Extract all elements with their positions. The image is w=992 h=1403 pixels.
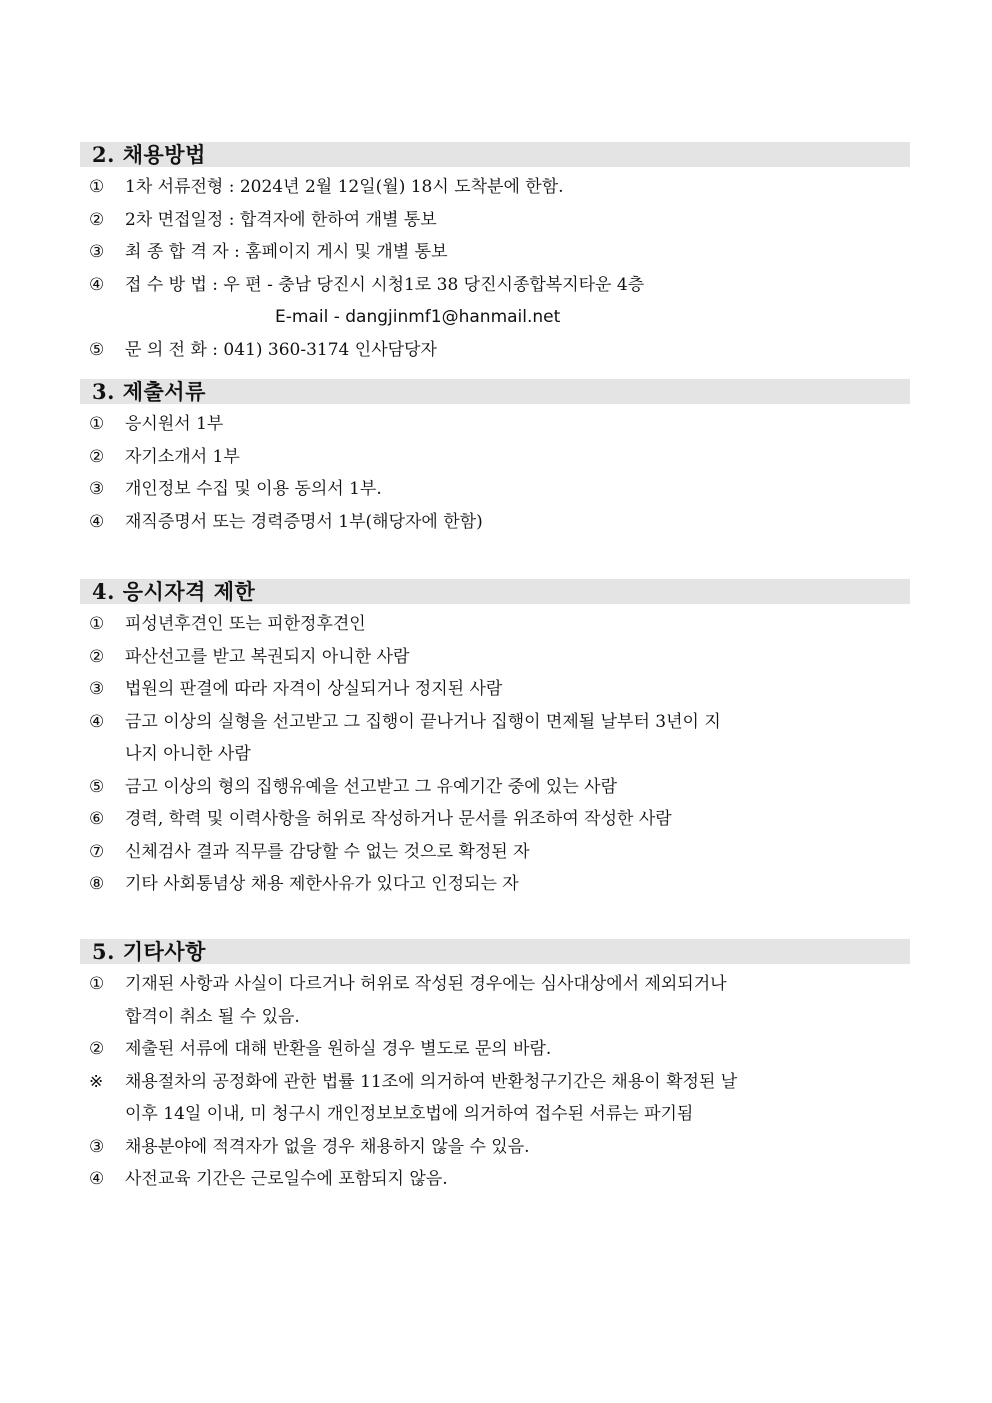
item-text: 이후 14일 이내, 미 청구시 개인정보보호법에 의거하여 접수된 서류는 파기됨 xyxy=(125,1104,694,1124)
section-submission-documents xyxy=(80,379,910,538)
item-text: 합격이 취소 될 수 있음. xyxy=(125,1006,300,1027)
item-number: ③ xyxy=(89,479,105,499)
item-text: 자기소개서 1부 xyxy=(125,446,240,467)
list-item xyxy=(80,673,910,706)
item-text: 금고 이상의 실형을 선고받고 그 집행이 끝나거나 집행이 면제될 날부터 3년이 지 xyxy=(125,711,721,732)
list-item xyxy=(80,236,910,269)
item-text: 파산선고를 받고 복권되지 아니한 사람 xyxy=(125,646,410,667)
item-text: 나지 아니한 사람 xyxy=(125,744,251,764)
item-number: ④ xyxy=(89,511,105,532)
item-text: 2차 면접일정 : 합격자에 한하여 개별 통보 xyxy=(125,209,437,230)
list-item-note xyxy=(80,1066,910,1099)
item-text: 제출된 서류에 대해 반환을 원하실 경우 별도로 문의 바람. xyxy=(125,1039,552,1059)
list-item xyxy=(80,868,910,901)
item-text: 최 종 합 격 자 : 홈페이지 게시 및 개별 통보 xyxy=(125,242,448,262)
item-number: ④ xyxy=(89,1169,105,1189)
list-item xyxy=(80,641,910,674)
item-text: 사전교육 기간은 근로일수에 포함되지 않음. xyxy=(125,1169,448,1189)
list-item xyxy=(80,408,910,441)
section-title: 5. 기타사항 xyxy=(80,939,910,964)
item-number: ③ xyxy=(89,679,105,699)
list-item xyxy=(80,706,910,739)
list-item-continuation xyxy=(80,738,910,771)
item-number: ⑤ xyxy=(89,776,105,797)
item-text: 신체검사 결과 직무를 감당할 수 없는 것으로 확정된 자 xyxy=(125,841,530,862)
item-number: ⑧ xyxy=(89,874,105,894)
list-item xyxy=(80,1033,910,1066)
item-number: ② xyxy=(89,446,105,467)
list-item xyxy=(80,1163,910,1196)
item-text: 기재된 사항과 사실이 다르거나 허위로 작성된 경우에는 심사대상에서 제외되거나 xyxy=(125,974,727,994)
list-item xyxy=(80,441,910,474)
item-number: ⑦ xyxy=(89,841,105,862)
list-item xyxy=(80,608,910,641)
item-text: 문 의 전 화 : 041) 360-3174 인사담당자 xyxy=(125,339,437,360)
list-item xyxy=(80,1131,910,1164)
list-item xyxy=(80,171,910,204)
item-number: ② xyxy=(89,646,105,667)
item-text: 개인정보 수집 및 이용 동의서 1부. xyxy=(125,479,382,499)
item-number: ② xyxy=(89,1039,105,1059)
section-eligibility-restrictions xyxy=(80,579,910,901)
item-text: 피성년후견인 또는 피한정후견인 xyxy=(125,614,366,634)
item-text: 법원의 판결에 따라 자격이 상실되거나 정지된 사람 xyxy=(125,679,503,699)
section-other-matters xyxy=(80,939,910,1196)
item-number: ④ xyxy=(89,711,105,732)
list-item xyxy=(80,204,910,237)
list-item xyxy=(80,968,910,1001)
item-number: ① xyxy=(89,177,105,197)
list-item-continuation xyxy=(80,1001,910,1034)
list-item xyxy=(80,836,910,869)
item-text: 채용분야에 적격자가 없을 경우 채용하지 않을 수 있음. xyxy=(125,1136,530,1157)
list-item xyxy=(80,506,910,539)
item-number: ④ xyxy=(89,274,105,295)
list-item xyxy=(80,803,910,836)
item-number: ⑥ xyxy=(89,809,105,829)
item-text: 응시원서 1부 xyxy=(125,414,224,434)
note-mark: ※ xyxy=(89,1071,104,1092)
list-item xyxy=(80,771,910,804)
list-item xyxy=(80,334,910,367)
item-number: ① xyxy=(89,614,105,634)
section-title: 2. 채용방법 xyxy=(80,142,910,167)
section-recruitment-method xyxy=(80,142,910,366)
list-item-continuation xyxy=(80,1098,910,1131)
item-text: 기타 사회통념상 채용 제한사유가 있다고 인정되는 자 xyxy=(125,874,519,894)
item-number: ③ xyxy=(89,1136,105,1157)
list-item xyxy=(80,269,910,302)
item-number: ③ xyxy=(89,242,105,262)
section-title: 3. 제출서류 xyxy=(80,379,910,404)
item-number: ② xyxy=(89,209,105,230)
item-number: ① xyxy=(89,974,105,994)
item-text: 경력, 학력 및 이력사항을 허위로 작성하거나 문서를 위조하여 작성한 사람 xyxy=(125,809,672,829)
section-title: 4. 응시자격 제한 xyxy=(80,579,910,604)
email-line: E-mail - dangjinmf1@hanmail.net xyxy=(275,307,561,327)
item-text: 접 수 방 법 : 우 편 - 충남 당진시 시청1로 38 당진시종합복지타운 4층 xyxy=(125,274,645,295)
item-text: 1차 서류전형 : 2024년 2월 12일(월) 18시 도착분에 한함. xyxy=(125,177,564,197)
item-text: 금고 이상의 형의 집행유예을 선고받고 그 유예기간 중에 있는 사람 xyxy=(125,776,618,797)
item-number: ① xyxy=(89,414,105,434)
item-text: 재직증명서 또는 경력증명서 1부(해당자에 한함) xyxy=(125,511,483,532)
list-item xyxy=(80,473,910,506)
item-number: ⑤ xyxy=(89,339,105,360)
item-text: 채용절차의 공정화에 관한 법률 11조에 의거하여 반환청구기간은 채용이 확정된 날 xyxy=(125,1071,738,1092)
